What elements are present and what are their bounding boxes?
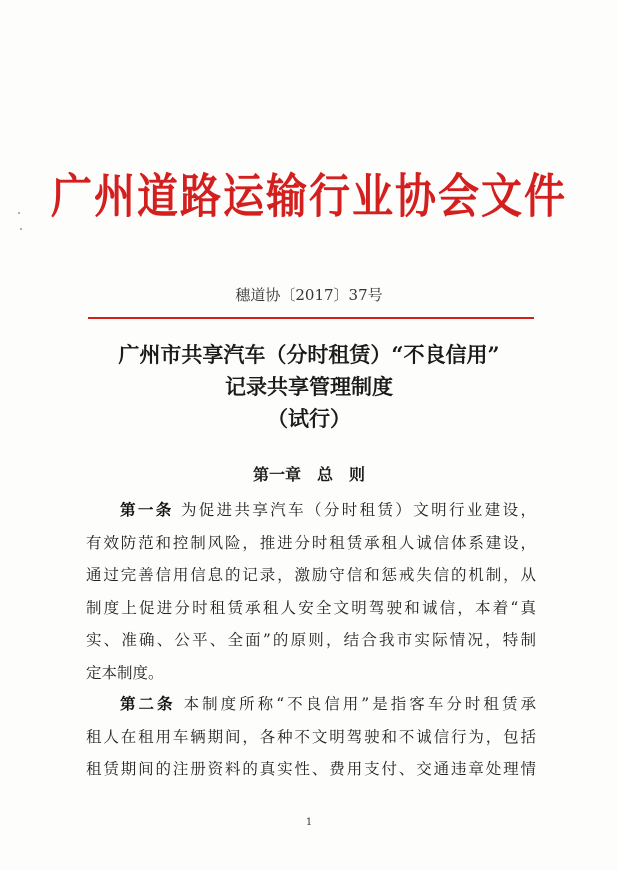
article-line: 有效防范和控制风险，推进分时租赁承租人诚信体系建设，: [86, 533, 536, 552]
title-line-2: 记录共享管理制度: [225, 374, 393, 399]
article-label: 第一条: [120, 500, 174, 519]
title-line-3: （试行）: [267, 406, 351, 431]
document-number: 穗道协〔2017〕37号: [235, 286, 383, 304]
title-line-1: 广州市共享汽车（分时租赁）“不良信用”: [118, 342, 500, 367]
article-line: 租赁期间的注册资料的真实性、费用支付、交通违章处理情: [86, 760, 536, 778]
document-title: [0, 339, 618, 435]
header-divider: [88, 317, 534, 319]
article-label: 第二条: [120, 694, 176, 713]
article-line: 通过完善信用信息的记录，激励守信和惩戒失信的机制，从: [86, 566, 536, 584]
article-second: [86, 688, 536, 786]
page-number: 1: [305, 817, 313, 828]
scan-speck: [20, 228, 22, 230]
chapter-heading: 第一章 总 则: [252, 465, 365, 484]
article-first: [86, 494, 536, 689]
document-header-title: 广州道路运输行业协会文件: [51, 168, 567, 225]
article-line: 实、准确、公平、全面”的原则，结合我市实际情况，特制: [86, 631, 536, 649]
article-line: 第一条 为促进共享汽车（分时租赁）文明行业建设，: [120, 500, 536, 519]
article-line: 定本制度。: [86, 663, 164, 682]
article-line: 第二条 本制度所称“不良信用”是指客车分时租赁承: [120, 694, 536, 713]
article-line: 租人在租用车辆期间，各种不文明驾驶和不诚信行为，包括: [86, 727, 536, 746]
article-line: 制度上促进分时租赁承租人安全文明驾驶和诚信，本着“真: [86, 598, 536, 617]
